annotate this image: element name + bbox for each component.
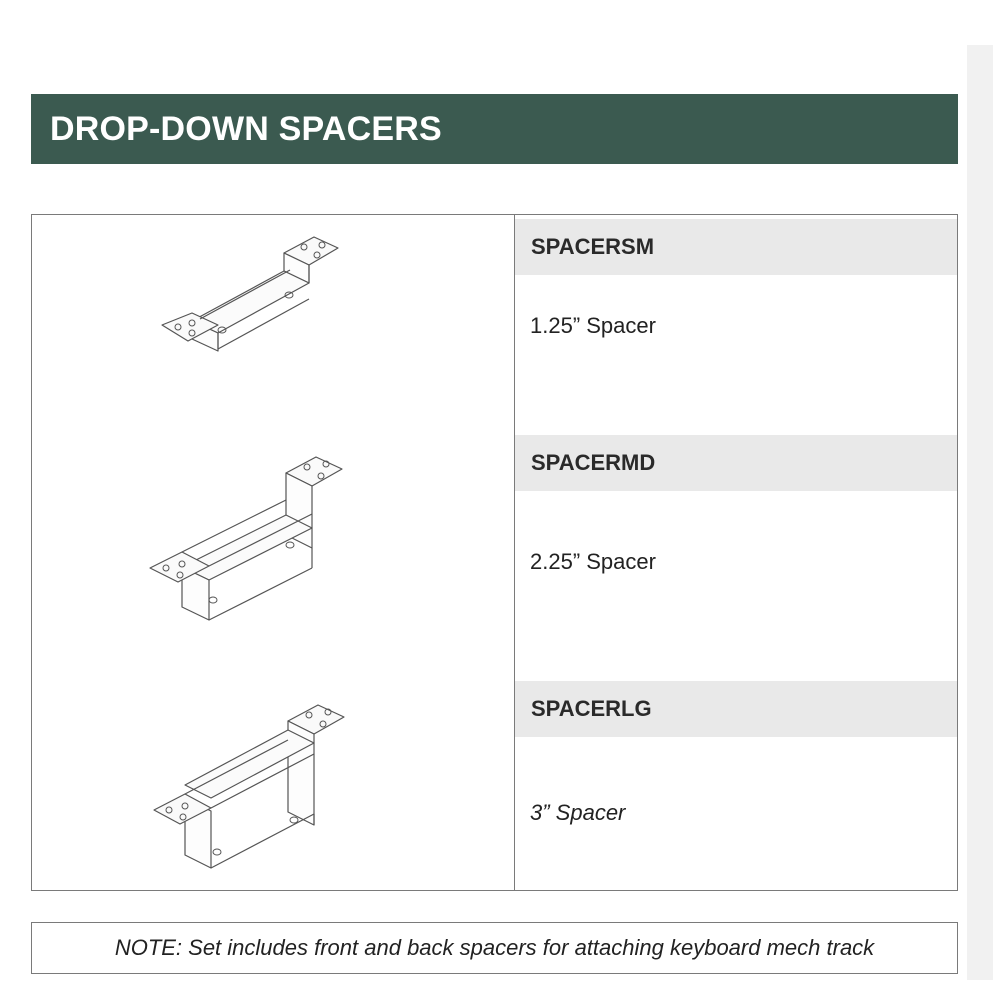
product-code-row	[515, 681, 957, 737]
product-code-row	[515, 435, 957, 491]
note-box	[31, 922, 958, 974]
product-code: SPACERMD	[531, 450, 656, 475]
product-code-row	[515, 219, 957, 275]
spacer-medium-illustration	[32, 430, 514, 660]
product-description: 1.25” Spacer	[530, 313, 656, 338]
product-code: SPACERLG	[531, 696, 652, 721]
details-column	[515, 215, 957, 890]
note-text: NOTE: Set includes front and back spacers for attaching keyboard mech track	[114, 935, 875, 960]
page-title: DROP-DOWN SPACERS	[50, 109, 442, 148]
section-banner	[31, 94, 958, 164]
illustration-column	[32, 215, 514, 890]
scrollbar-strip	[967, 45, 993, 980]
product-description: 3” Spacer	[530, 800, 626, 825]
product-table	[31, 214, 958, 891]
spacer-small-illustration	[32, 215, 514, 430]
product-code: SPACERSM	[531, 234, 655, 259]
product-description: 2.25” Spacer	[530, 549, 656, 574]
spacer-large-illustration	[32, 670, 514, 890]
